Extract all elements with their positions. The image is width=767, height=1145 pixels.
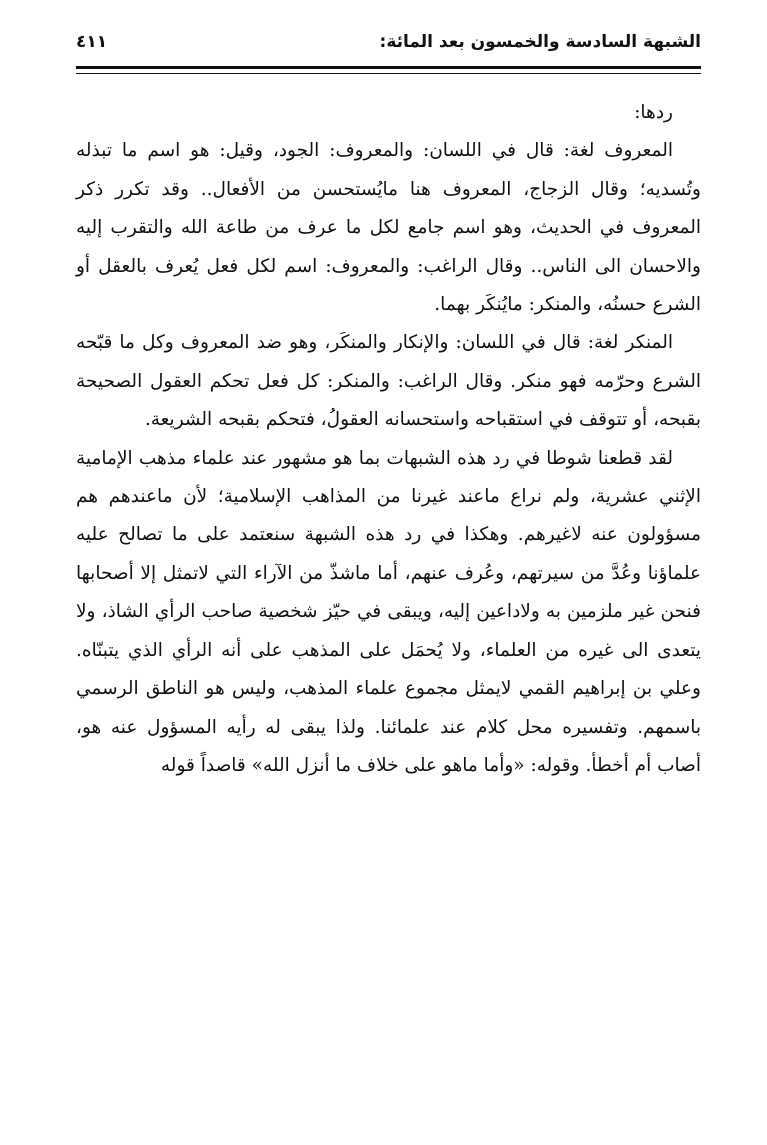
page-number: ٤١١ — [76, 32, 108, 52]
header-rule-thick — [76, 66, 701, 69]
body-text — [76, 94, 701, 785]
paragraph-discussion: لقد قطعنا شوطا في رد هذه الشبهات بما هو مشهور عند علماء مذهب الإمامية الإثني عشرية، ولم نراع ماعند غيرنا من المذاهب الإسلامية؛ لأن ماعندهم هم مسؤولون عنه لاغيرهم. وهكذا في رد هذه الشبهة سنعتمد على ما تصالح عليه علماؤنا وعُدَّ من سيرتهم، وعُرف عنهم، أما ماشذّ من الآراء التي لاتمثل إلا أصحابها فنحن غير ملزمين به ولاداعين إليه، ويبقى في حيّز شخصية صاحب الرأي الشاذ، ولا يتعدى الى غيره من العلماء، ولا يُحمَل على المذهب على أنه الرأي الذي يتبنّاه. وعلي بن إبراهيم القمي لايمثل مجموع علماء المذهب، وليس هو الناطق الرسمي باسمهم. وتفسيره محل كلام عند علمائنا. ولذا يبقى له رأيه المسؤول عنه هو، أصاب أم أخطأ. وقوله: «وأما ماهو على خلاف ما أنزل الله» قاصداً قوله — [76, 447, 701, 776]
paragraph-maroof-definition: المعروف لغة: قال في اللسان: والمعروف: الجود، وقيل: هو اسم ما تبذله وتُسديه؛ وقال الزجاج، المعروف هنا مايُستحسن من الأفعال.. وقد تكرر ذكر المعروف في الحديث، وهو اسم جامع لكل ما عرف من طاعة الله والتقرب إليه والاحسان الى الناس.. وقال الراغب: والمعروف: اسم لكل فعل يُعرف بالعقل أو الشرع حسنُه، والمنكر: مايُنكَر بهما. — [76, 140, 701, 316]
page-header — [76, 28, 701, 64]
section-heading-reply: ردها: — [634, 102, 673, 123]
header-rule-thin — [76, 73, 701, 74]
paragraph-munkar-definition: المنكر لغة: قال في اللسان: والإنكار والمنكَر، وهو ضد المعروف وكل ما قبّحه الشرع وحرّمه فهو منكر. وقال الراغب: والمنكر: كل فعل تحكم العقول الصحيحة بقبحه، أو تتوقف في استقباحه واستحسانه العقولُ، فتحكم بقبحه الشريعة. — [76, 332, 701, 431]
running-title: الشبهة السادسة والخمسون بعد المائة: — [379, 32, 701, 52]
